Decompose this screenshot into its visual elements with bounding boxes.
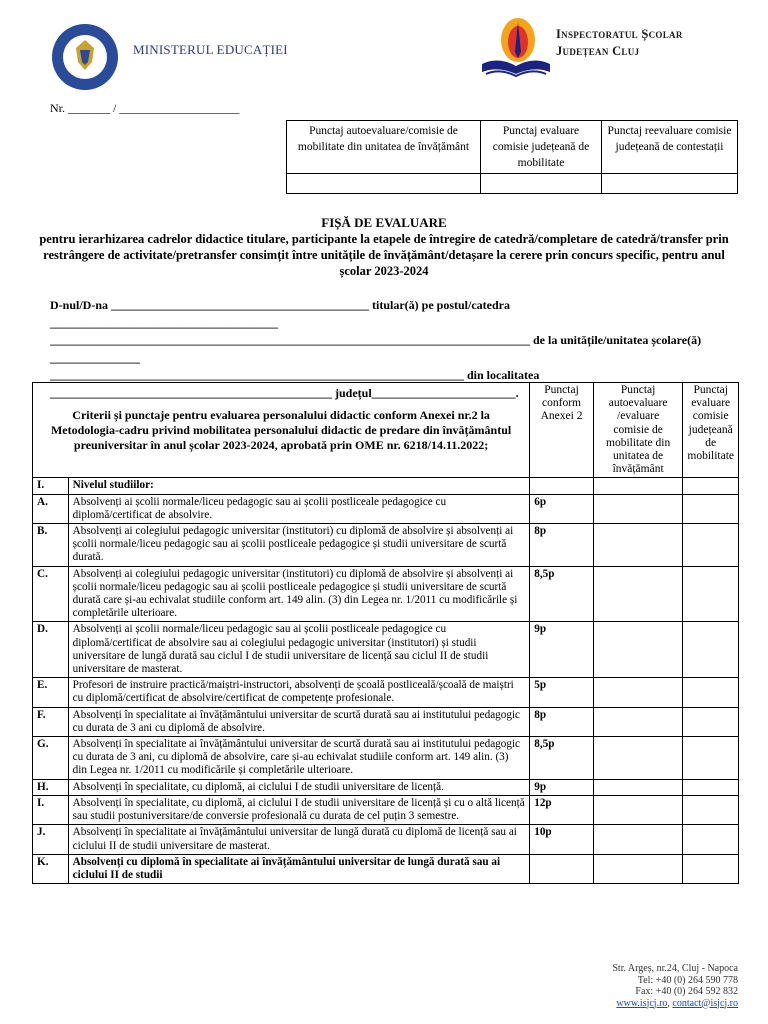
self-evaluation-cell[interactable]	[593, 678, 683, 707]
criteria-points	[530, 854, 594, 883]
criteria-points: 6p	[530, 494, 594, 523]
criteria-row	[33, 795, 739, 824]
county-evaluation-cell[interactable]	[683, 622, 739, 678]
criteria-points: 9p	[530, 779, 594, 795]
criteria-row	[33, 707, 739, 736]
criteria-text: Absolvenți ai școlii normale/liceu pedagogic sau ai școlii postliceale pedagogice cu diplomă/certificat de absolvire.	[68, 494, 530, 523]
criteria-row	[33, 622, 739, 678]
criteria-row	[33, 494, 739, 523]
criteria-points: 8p	[530, 707, 594, 736]
footer-fax: Fax: +40 (0) 264 592 832	[635, 986, 738, 997]
criteria-index: A.	[33, 494, 69, 523]
criteria-text: Absolvenți în specialitate, cu diplomă, ai ciclului I de studii universitare de licență.	[68, 779, 530, 795]
county-evaluation-cell[interactable]	[683, 779, 739, 795]
criteria-index: E.	[33, 678, 69, 707]
self-evaluation-cell[interactable]	[593, 478, 683, 494]
county-evaluation-cell[interactable]	[683, 566, 739, 622]
self-evaluation-cell[interactable]	[593, 707, 683, 736]
criteria-points	[530, 478, 594, 494]
score-col-county-evaluation: Punctaj evaluare comisie județeană de mobilitate	[481, 121, 602, 174]
criteria-index: B.	[33, 524, 69, 567]
score-col-county-reevaluation: Punctaj reevaluare comisie județeană de contestații	[602, 121, 738, 174]
self-evaluation-cell[interactable]	[593, 566, 683, 622]
criteria-row	[33, 854, 739, 883]
county-evaluation-cell[interactable]	[683, 854, 739, 883]
county-evaluation-cell[interactable]	[683, 707, 739, 736]
county-evaluation-cell[interactable]	[683, 737, 739, 780]
self-evaluation-cell[interactable]	[593, 795, 683, 824]
score-cell-county-evaluation[interactable]	[481, 174, 602, 194]
criteria-table	[32, 382, 739, 884]
county-evaluation-cell[interactable]	[683, 524, 739, 567]
self-evaluation-cell[interactable]	[593, 524, 683, 567]
criteria-points: 8,5p	[530, 566, 594, 622]
registration-number-line: Nr. _______ / ____________________	[50, 101, 240, 115]
isj-name-line2: Județean Cluj	[556, 44, 640, 58]
criteria-row	[33, 524, 739, 567]
county-evaluation-cell[interactable]	[683, 678, 739, 707]
criteria-index: D.	[33, 622, 69, 678]
criteria-row	[33, 478, 739, 494]
criteria-row	[33, 678, 739, 707]
score-cell-self-evaluation[interactable]	[287, 174, 481, 194]
government-seal-logo	[50, 22, 120, 92]
criteria-index: C.	[33, 566, 69, 622]
criteria-index: K.	[33, 854, 69, 883]
criteria-index: J.	[33, 825, 69, 854]
county-evaluation-cell[interactable]	[683, 494, 739, 523]
self-evaluation-cell[interactable]	[593, 854, 683, 883]
criteria-points: 8p	[530, 524, 594, 567]
county-evaluation-cell[interactable]	[683, 478, 739, 494]
criteria-index: F.	[33, 707, 69, 736]
form-title	[30, 215, 738, 279]
criteria-points: 8,5p	[530, 737, 594, 780]
self-evaluation-cell[interactable]	[593, 825, 683, 854]
score-summary-table	[286, 120, 738, 194]
criteria-text: Absolvenți în specialitate ai învățământului universitar de scurtă durată sau ai institutului pedagogic cu durata de 3 ani, cu diplomă de absolvire, care și-au echivalat studiile conform art. 149 alin. (3) din Legea nr. 1/2011 cu modificările și completările ulterioare.	[68, 737, 530, 780]
criteria-index: I.	[33, 478, 69, 494]
form-title-main: FIȘĂ DE EVALUARE	[321, 215, 447, 230]
isj-name-line1: Inspectoratul Școlar	[556, 27, 683, 41]
county-evaluation-cell[interactable]	[683, 795, 739, 824]
criteria-index: H.	[33, 779, 69, 795]
criteria-points: 12p	[530, 795, 594, 824]
criteria-header-self-evaluation: Punctaj autoevaluare /evaluare comisie de mobilitate din unitatea de învățământ	[593, 383, 683, 478]
criteria-points: 10p	[530, 825, 594, 854]
criteria-header-main: Criterii și punctaje pentru evaluarea personalului didactic conform Anexei nr.2 la Metodologia-cadru privind mobilitatea personalului didactic de predare din învățământul preuniversitar în anul școlar 2023-2024, aprobată prin OME nr. 6218/14.11.2022;	[33, 383, 530, 478]
ministry-name: MINISTERUL EDUCAȚIEI	[133, 42, 288, 57]
isj-book-logo	[478, 12, 553, 84]
criteria-row	[33, 779, 739, 795]
criteria-text: Absolvenți în specialitate ai învățământului universitar de scurtă durată sau ai institutului pedagogic cu durata de 3 ani cu diplomă de absolvire.	[68, 707, 530, 736]
criteria-index: I.	[33, 795, 69, 824]
criteria-header-county-evaluation: Punctaj evaluare comisie județeană de mobilitate	[683, 383, 739, 478]
criteria-table-header	[33, 383, 739, 478]
score-col-self-evaluation: Punctaj autoevaluare/comisie de mobilitate din unitatea de învățământ	[287, 121, 481, 174]
criteria-points: 9p	[530, 622, 594, 678]
criteria-points: 5p	[530, 678, 594, 707]
criteria-text: Absolvenți ai colegiului pedagogic universitar (institutori) cu diplomă de absolvire și absolvenți ai școlii normale/liceu pedagogic sau ai școlii postliceale pedagogice și studii universitare de scurtă durată.	[68, 524, 530, 567]
footer-separator: ,	[667, 997, 673, 1009]
criteria-text: Absolvenți cu diplomă în specialitate ai învățământului universitar de lungă durată sau ai ciclului II de studii	[68, 854, 530, 883]
criteria-text: Profesori de instruire practică/maiștri-instructori, absolvenți de școală postliceală/școală de maiștri cu diplomă/certificat de absolvire/certificat de competențe profesionale.	[68, 678, 530, 707]
criteria-row	[33, 566, 739, 622]
self-evaluation-cell[interactable]	[593, 622, 683, 678]
criteria-text: Absolvenți în specialitate ai învățământului universitar de lungă durată cu diplomă de licență sau ai ciclului II de studii universitare de masterat.	[68, 825, 530, 854]
criteria-text: Nivelul studiilor:	[68, 478, 530, 494]
candidate-school-line[interactable]: ________________________________________________________________________________ de la unitățile/unitatea școlare(ă) _______________	[50, 333, 702, 365]
criteria-index: G.	[33, 737, 69, 780]
footer-website-link[interactable]: www.isjcj.ro	[616, 997, 668, 1009]
criteria-row	[33, 737, 739, 780]
footer-contact	[612, 963, 738, 1009]
criteria-text: Absolvenți ai colegiului pedagogic universitar (institutori) cu diplomă de absolvire și absolvenți ai școlii normale/liceu pedagogic sau ai școlii postliceale pedagogice și studii universitare de scurtă durată care și-au echivalat studiile conform art. 149 alin. (3) din Legea nr. 1/2011 cu modificările și completările ulterioare.	[68, 566, 530, 622]
county-evaluation-cell[interactable]	[683, 825, 739, 854]
form-title-subtitle: pentru ierarhizarea cadrelor didactice titulare, participante la etapele de întregire de catedră/completare de catedră/transfer prin restrângere de activitate/pretransfer consimțit între unitățile de învățământ/detașare la cerere prin concurs specific, pentru anul școlar 2023-2024	[39, 232, 729, 278]
self-evaluation-cell[interactable]	[593, 737, 683, 780]
self-evaluation-cell[interactable]	[593, 494, 683, 523]
footer-address: Str. Argeș, nr.24, Cluj - Napoca	[612, 963, 738, 974]
isj-name	[556, 26, 683, 60]
criteria-text: Absolvenți ai școlii normale/liceu pedagogic sau ai școlii postliceale pedagogice cu diplomă/certificat de absolvire sau ai colegiului pedagogic universitar (institutori) și studii universitare de lungă durată sau ciclul I de studii universitare de licență sau ciclul II de studii universitare de masterat.	[68, 622, 530, 678]
criteria-text: Absolvenți în specialitate, cu diplomă, ai ciclului I de studii universitare de licență și cu o altă licență sau studii postuniversitare/de conversie profesională cu durata de cel puțin 3 semestre.	[68, 795, 530, 824]
candidate-locality-line[interactable]: _____________________________________________________________________ din localitatea	[50, 368, 540, 382]
candidate-county-line[interactable]: _______________________________________________ județul________________________.	[50, 385, 519, 400]
candidate-name-line[interactable]: D-nul/D-na ___________________________________________ titular(ă) pe postul/catedra ______________________________________	[50, 298, 510, 330]
footer-phone: Tel: +40 (0) 264 590 778	[637, 974, 738, 986]
criteria-header-points: Punctaj conform Anexei 2	[530, 383, 594, 478]
footer-email-link[interactable]: contact@isjcj.ro	[672, 997, 738, 1009]
criteria-row	[33, 825, 739, 854]
self-evaluation-cell[interactable]	[593, 779, 683, 795]
score-cell-county-reevaluation[interactable]	[602, 174, 738, 194]
